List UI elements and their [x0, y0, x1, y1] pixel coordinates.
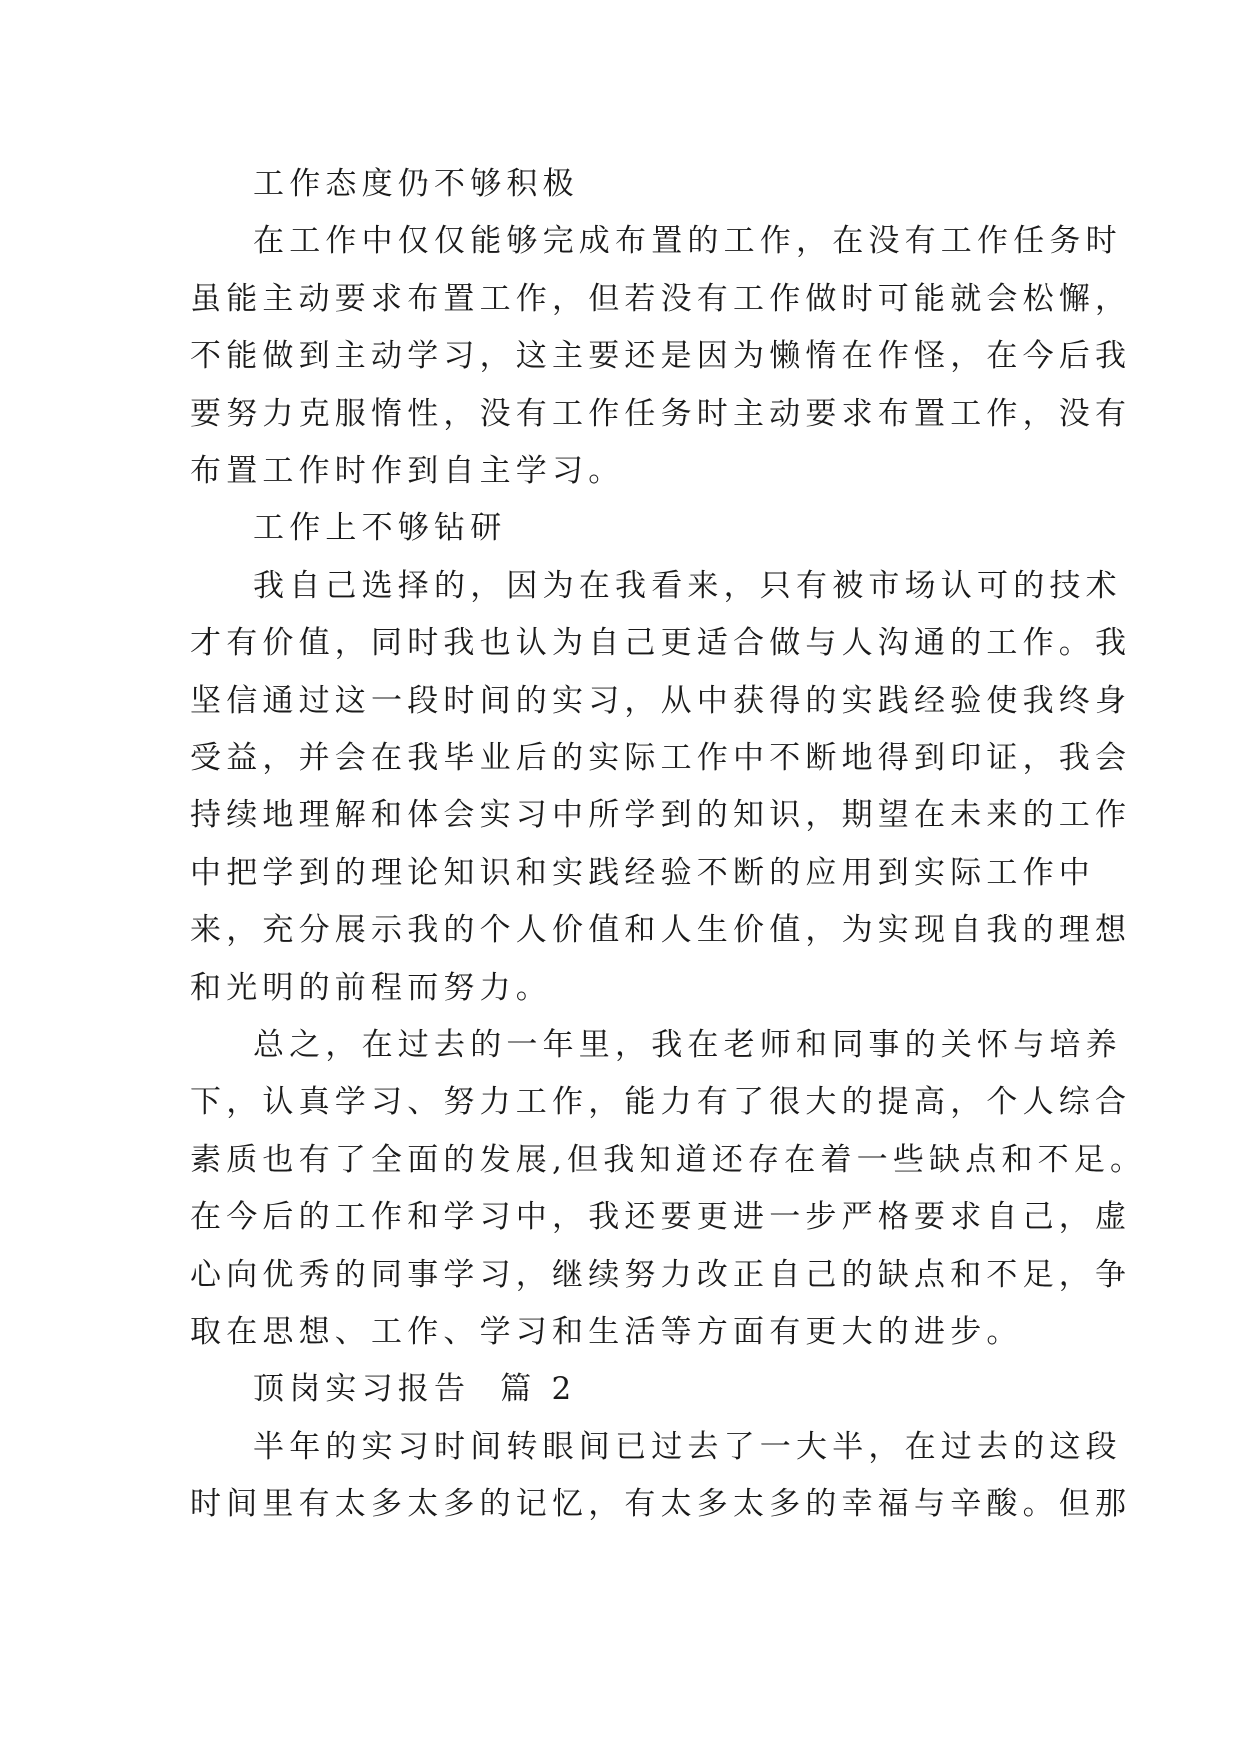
paragraph-line: 在工作中仅仅能够完成布置的工作，在没有工作任务时: [253, 223, 1122, 259]
paragraph-line: 在今后的工作和学习中，我还要更进一步严格要求自己，虚: [190, 1199, 1132, 1235]
section-heading-report-part-2: 顶岗实习报告 篇 2: [253, 1371, 577, 1407]
section-heading-work-attitude: 工作态度仍不够积极: [253, 166, 579, 202]
paragraph-line: 才有价值，同时我也认为自己更适合做与人沟通的工作。我: [190, 625, 1132, 661]
paragraph-line: 取在思想、工作、学习和生活等方面有更大的进步。: [190, 1314, 1023, 1350]
paragraph-line: 心向优秀的同事学习，继续努力改正自己的缺点和不足，争: [190, 1257, 1132, 1293]
paragraph-line: 要努力克服惰性，没有工作任务时主动要求布置工作，没有: [190, 396, 1132, 432]
paragraph-line: 中把学到的理论知识和实践经验不断的应用到实际工作中: [190, 855, 1095, 891]
paragraph-line: 时间里有太多太多的记忆，有太多太多的幸福与辛酸。但那: [190, 1486, 1132, 1522]
paragraph-line: 持续地理解和体会实习中所学到的知识，期望在未来的工作: [190, 797, 1132, 833]
section-heading-research: 工作上不够钻研: [253, 510, 507, 546]
paragraph-line: 虽能主动要求布置工作，但若没有工作做时可能就会松懈，: [190, 281, 1132, 317]
paragraph-line: 总之，在过去的一年里，我在老师和同事的关怀与培养: [253, 1027, 1122, 1063]
paragraph-line: 来，充分展示我的个人价值和人生价值，为实现自我的理想: [190, 912, 1132, 948]
paragraph-line: 半年的实习时间转眼间已过去了一大半，在过去的这段: [253, 1429, 1122, 1465]
paragraph-line: 布置工作时作到自主学习。: [190, 453, 625, 489]
paragraph-line: 和光明的前程而努力。: [190, 970, 552, 1006]
paragraph-line: 不能做到主动学习，这主要还是因为懒惰在作怪，在今后我: [190, 338, 1132, 374]
paragraph-line: 坚信通过这一段时间的实习，从中获得的实践经验使我终身: [190, 683, 1132, 719]
paragraph-line: 下，认真学习、努力工作，能力有了很大的提高，个人综合: [190, 1084, 1132, 1120]
paragraph-line: 素质也有了全面的发展,但我知道还存在着一些缺点和不足。: [190, 1142, 1147, 1178]
paragraph-line: 受益，并会在我毕业后的实际工作中不断地得到印证，我会: [190, 740, 1132, 776]
paragraph-line: 我自己选择的，因为在我看来，只有被市场认可的技术: [253, 568, 1122, 604]
